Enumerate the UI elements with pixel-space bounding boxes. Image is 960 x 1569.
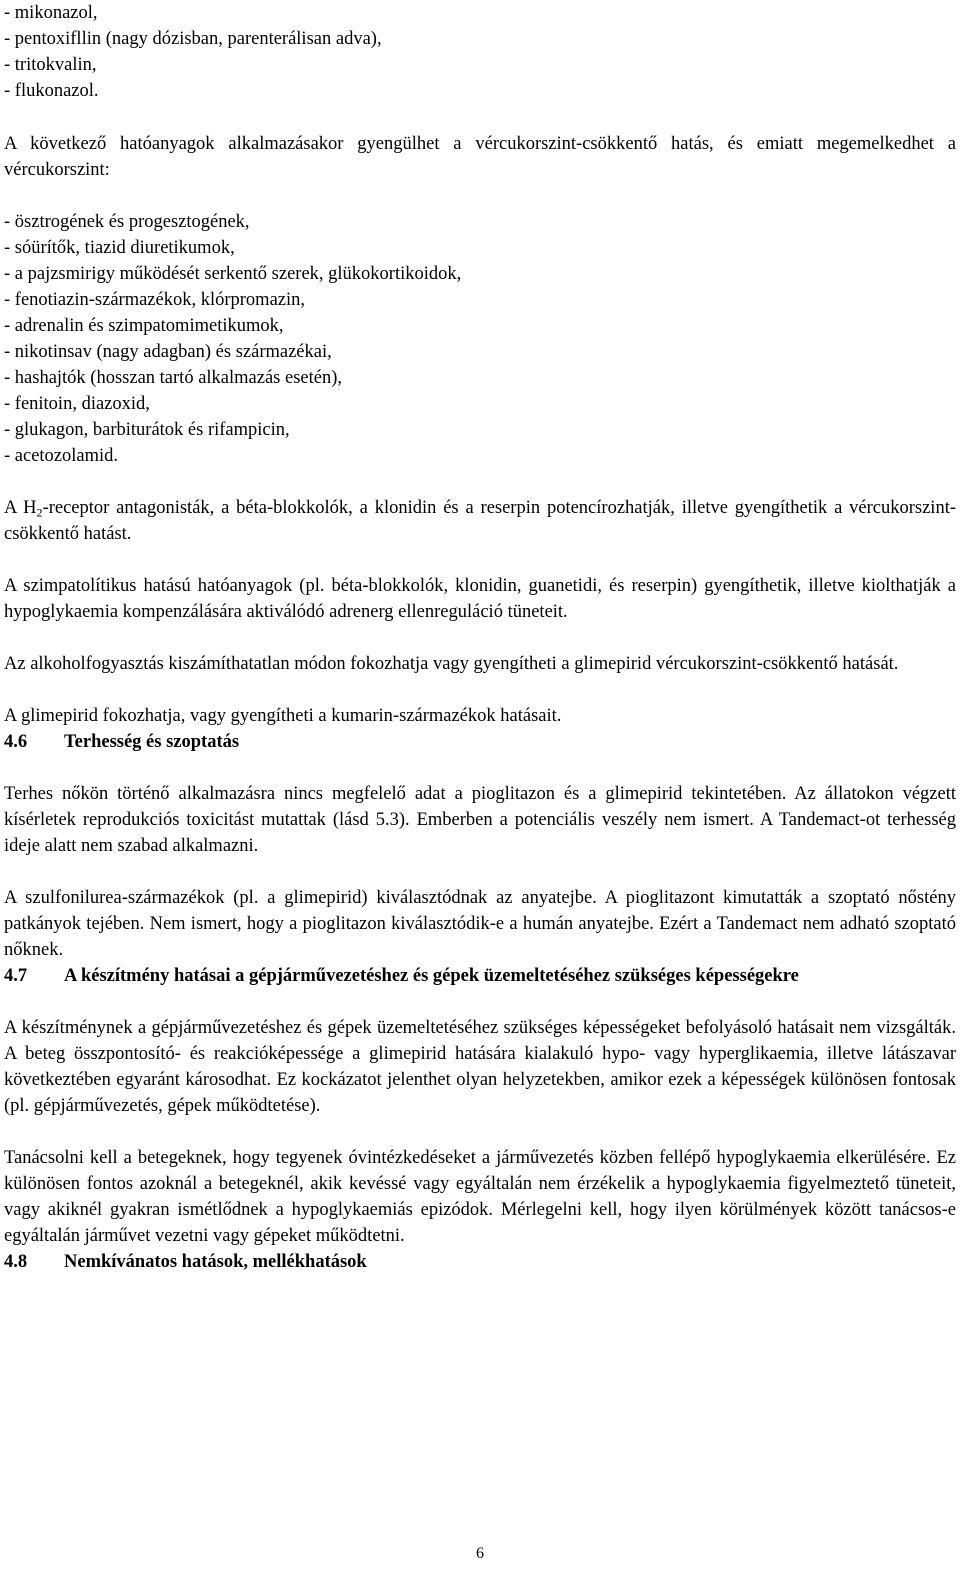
h2-prefix: A H bbox=[4, 498, 37, 518]
list-item: - mikonazol, bbox=[4, 3, 98, 23]
list-item: - ösztrogének és progesztogének, bbox=[4, 212, 250, 232]
section-heading-4-8 bbox=[4, 1249, 956, 1275]
section-number: 4.6 bbox=[4, 732, 28, 752]
section-number: 4.7 bbox=[4, 966, 28, 986]
list-item: - tritokvalin, bbox=[4, 55, 97, 75]
list-item: - a pajzsmirigy működését serkentő szerek, glükokortikoidok, bbox=[4, 264, 462, 284]
page-number: 6 bbox=[476, 1545, 484, 1562]
document-page bbox=[4, 0, 956, 1275]
section-title: A készítmény hatásai a gépjárművezetéshez és gépek üzemeltetéséhez szükséges képességekre bbox=[64, 966, 799, 986]
list-item: - nikotinsav (nagy adagban) és származékai, bbox=[4, 342, 332, 362]
sympatholytic-paragraph: A szimpatolítikus hatású hatóanyagok (pl. béta-blokkolók, klonidin, guanetidi, és reserpin) gyengíthetik, illetve kiolthatják a hypoglykaemia kompenzálására aktiválódó adrenerg ellenreguláció tüneteit. bbox=[4, 576, 956, 622]
list-item: - flukonazol. bbox=[4, 81, 99, 101]
list-item: - fenitoin, diazoxid, bbox=[4, 394, 150, 414]
section-title: Terhesség és szoptatás bbox=[64, 732, 240, 752]
list-item: - hashajtók (hosszan tartó alkalmazás esetén), bbox=[4, 368, 343, 388]
h2-antagonist-paragraph bbox=[4, 495, 956, 547]
driving-advice-paragraph: Tanácsolni kell a betegeknek, hogy tegyenek óvintézkedéseket a járművezetés közben fellépő hypoglykaemia elkerülésére. Ez különösen fontos azoknál a betegeknél, akik kevéssé vagy egyáltalán nem érzékelik a hypoglykaemia figyelmeztető tüneteit, vagy akiknél gyakran ismétlődnek a hypoglykaemiás epizódok. Mérlegelni kell, hogy ilyen körülmények között tanácsos-e egyáltalán járművet vezetni vagy gépeket működtetni. bbox=[4, 1148, 956, 1246]
weakening-substances-list bbox=[4, 209, 956, 469]
alcohol-paragraph: Az alkoholfogyasztás kiszámíthatatlan módon fokozhatja vagy gyengítheti a glimepirid vércukorszint-csökkentő hatását. bbox=[4, 654, 899, 674]
section-heading-4-6 bbox=[4, 729, 956, 755]
list-item: - fenotiazin-származékok, klórpromazin, bbox=[4, 290, 306, 310]
list-item: - adrenalin és szimpatomimetikumok, bbox=[4, 316, 284, 336]
section-number: 4.8 bbox=[4, 1252, 28, 1272]
list-item: - acetozolamid. bbox=[4, 446, 119, 466]
interaction-list-continued bbox=[4, 0, 956, 104]
section-title: Nemkívánatos hatások, mellékhatások bbox=[64, 1252, 367, 1272]
list-item: - sóürítők, tiazid diuretikumok, bbox=[4, 238, 235, 258]
pregnancy-paragraph: Terhes nőkön történő alkalmazásra nincs megfelelő adat a pioglitazon és a glimepirid tekintetében. Az állatokon végzett kísérletek reprodukciós toxicitást mutattak (lásd 5.3). Emberben a potenciális veszély nem ismert. A Tandemact-ot terhesség ideje alatt nem szabad alkalmazni. bbox=[4, 784, 956, 856]
coumarin-paragraph: A glimepirid fokozhatja, vagy gyengítheti a kumarin-származékok hatásait. bbox=[4, 706, 562, 726]
driving-effects-paragraph: A készítménynek a gépjárművezetéshez és gépek üzemeltetéséhez szükséges képességeket befolyásoló hatásait nem vizsgálták. A beteg összpontosító- és reakcióképessége a glimepirid hatására kialakuló hypo- vagy hyperglikaemia, illetve látászavar következtében egyaránt károsodhat. Ez kockázatot jelenthet olyan helyzetekben, amikor ezek a képességek különösen fontosak (pl. gépjárművezetés, gépek működtetése). bbox=[4, 1018, 956, 1116]
breastfeeding-paragraph: A szulfonilurea-származékok (pl. a glimepirid) kiválasztódnak az anyatejbe. A pioglitazont kimutatták a szoptató nőstény patkányok tejében. Nem ismert, hogy a pioglitazon kiválasztódik-e a humán anyatejbe. Ezért a Tandemact nem adható szoptató nőknek. bbox=[4, 888, 956, 960]
h2-rest: -receptor antagonisták, a béta-blokkolók, a klonidin és a reserpin potencírozhatják, illetve gyengíthetik a vércukorszint-csökkentő hatást. bbox=[4, 498, 956, 544]
list-item: - pentoxifllin (nagy dózisban, parenterálisan adva), bbox=[4, 29, 382, 49]
weakening-intro-paragraph: A következő hatóanyagok alkalmazásakor gyengülhet a vércukorszint-csökkentő hatás, és emiatt megemelkedhet a vércukorszint: bbox=[4, 134, 956, 180]
list-item: - glukagon, barbiturátok és rifampicin, bbox=[4, 420, 290, 440]
h2-subscript: 2 bbox=[36, 505, 43, 520]
section-heading-4-7 bbox=[4, 963, 956, 989]
